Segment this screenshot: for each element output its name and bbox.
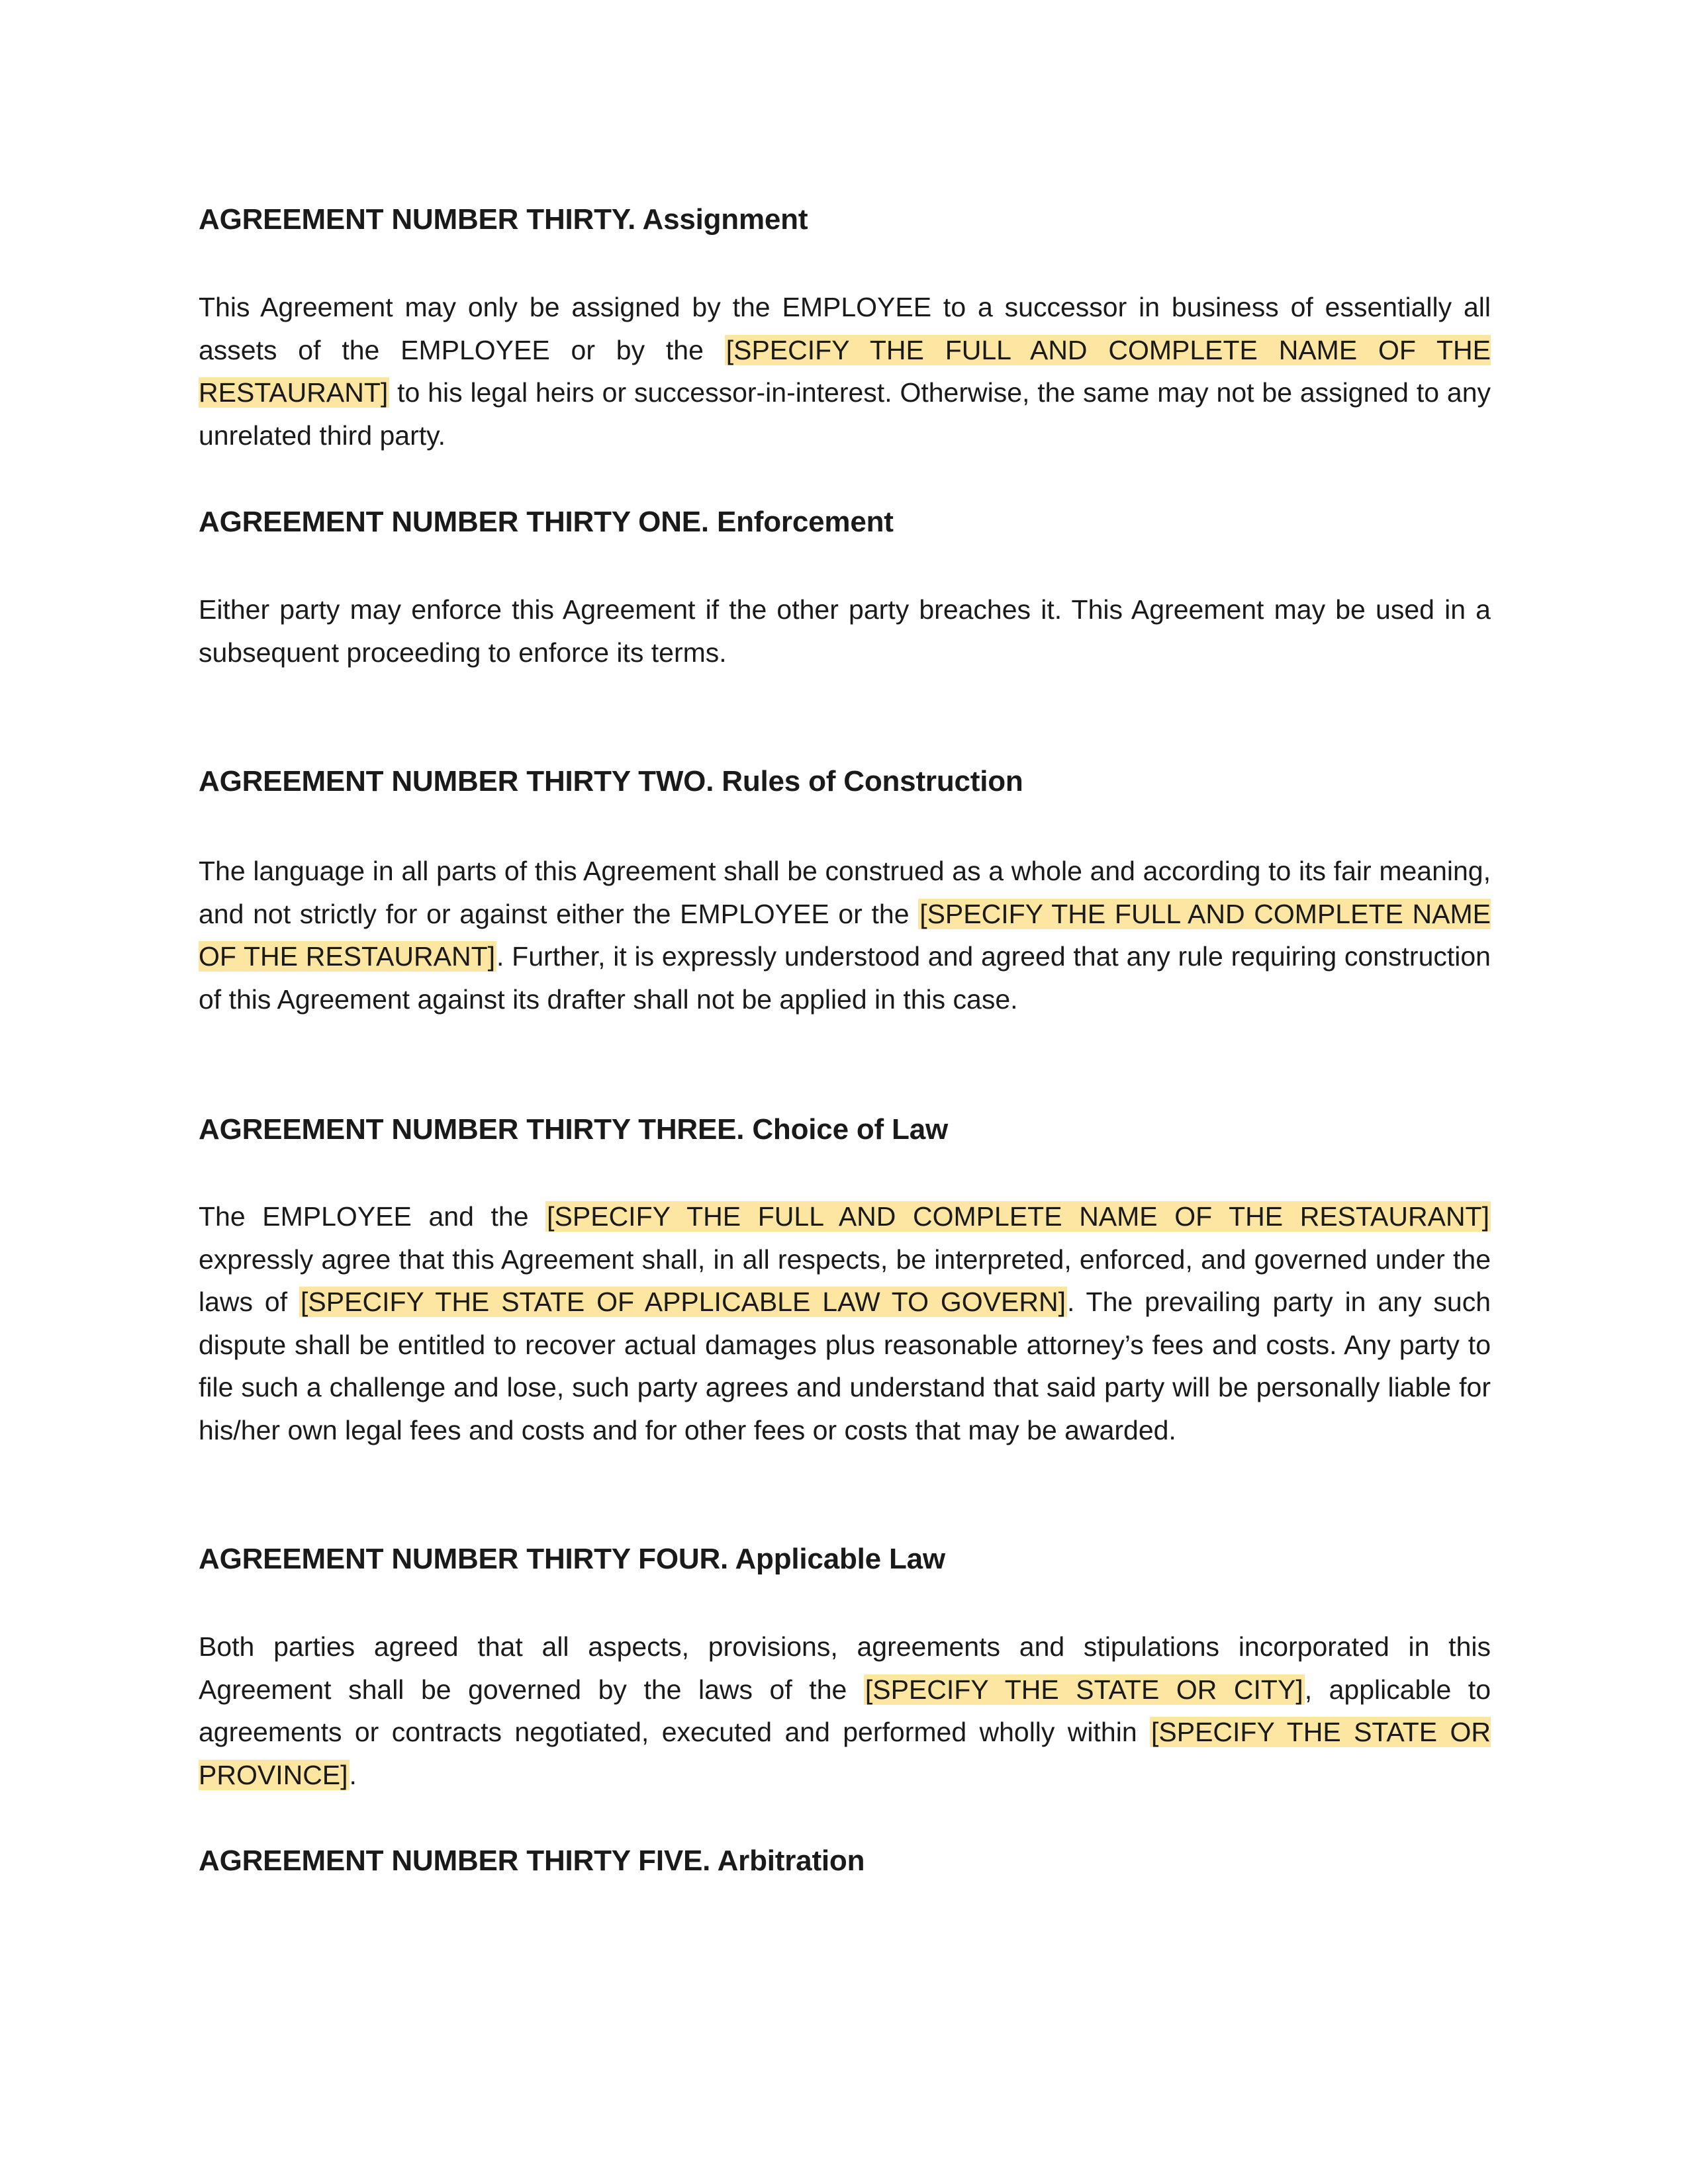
placeholder-state-or-province: [SPECIFY THE STATE OR PROVINCE] <box>199 1717 1491 1790</box>
section-heading-arbitration: AGREEMENT NUMBER THIRTY FIVE. Arbitration <box>199 1844 865 1877</box>
section-body-applicable-law: Both parties agreed that all aspects, provisions, agreements and stipulations incorporated in this Agreement shall be governed by the laws of the [SPECIFY THE STATE OR CITY], applicable to agreements or contracts negotiated, executed and performed wholly within [SPECIFY THE STATE OR PROVINCE]. <box>199 1631 1491 1790</box>
section-heading-choice-of-law: AGREEMENT NUMBER THIRTY THREE. Choice of Law <box>199 1113 948 1146</box>
section-heading-applicable-law: AGREEMENT NUMBER THIRTY FOUR. Applicable Law <box>199 1543 945 1575</box>
placeholder-state-or-city: [SPECIFY THE STATE OR CITY] <box>865 1674 1303 1705</box>
placeholder-restaurant-name: [SPECIFY THE FULL AND COMPLETE NAME OF THE RESTAURANT] <box>199 334 1491 408</box>
section-body-enforcement: Either party may enforce this Agreement if the other party breaches it. This Agreement may be used in a subsequent proceeding to enforce its terms. <box>199 594 1491 668</box>
placeholder-restaurant-name: [SPECIFY THE FULL AND COMPLETE NAME OF THE RESTAURANT] <box>547 1201 1489 1232</box>
section-body-assignment: This Agreement may only be assigned by the EMPLOYEE to a successor in business of essentially all assets of the EMPLOYEE or by the [SPECIFY THE FULL AND COMPLETE NAME OF THE RESTAURANT] to his legal heirs or successor-in-interest. Otherwise, the same may not be assigned to any unrelated third party. <box>199 292 1491 451</box>
section-heading-enforcement: AGREEMENT NUMBER THIRTY ONE. Enforcement <box>199 506 894 538</box>
section-heading-assignment: AGREEMENT NUMBER THIRTY. Assignment <box>199 203 808 236</box>
section-heading-rules-of-construction: AGREEMENT NUMBER THIRTY TWO. Rules of Construction <box>199 765 1023 797</box>
placeholder-governing-state: [SPECIFY THE STATE OF APPLICABLE LAW TO GOVERN] <box>301 1287 1066 1317</box>
section-body-choice-of-law: The EMPLOYEE and the [SPECIFY THE FULL AND COMPLETE NAME OF THE RESTAURANT] expressly agree that this Agreement shall, in all respects, be interpreted, enforced, and governed under the laws of [SPECIFY THE STATE OF APPLICABLE LAW TO GOVERN]. The prevailing party in any such dispute shall be entitled to recover actual damages plus reasonable attorney’s fees and costs. Any party to file such a challenge and lose, such party agrees and understand that said party will be personally liable for his/her own legal fees and costs and for other fees or costs that may be awarded. <box>199 1201 1491 1445</box>
section-body-rules-of-construction: The language in all parts of this Agreement shall be construed as a whole and according to its fair meaning, and not strictly for or against either the EMPLOYEE or the [SPECIFY THE FULL AND COMPLETE NAME OF THE RESTAURANT]. Further, it is expressly understood and agreed that any rule requiring construction of this Agreement against its drafter shall not be applied in this case. <box>199 856 1491 1015</box>
placeholder-restaurant-name: [SPECIFY THE FULL AND COMPLETE NAME OF THE RESTAURANT] <box>199 898 1491 972</box>
